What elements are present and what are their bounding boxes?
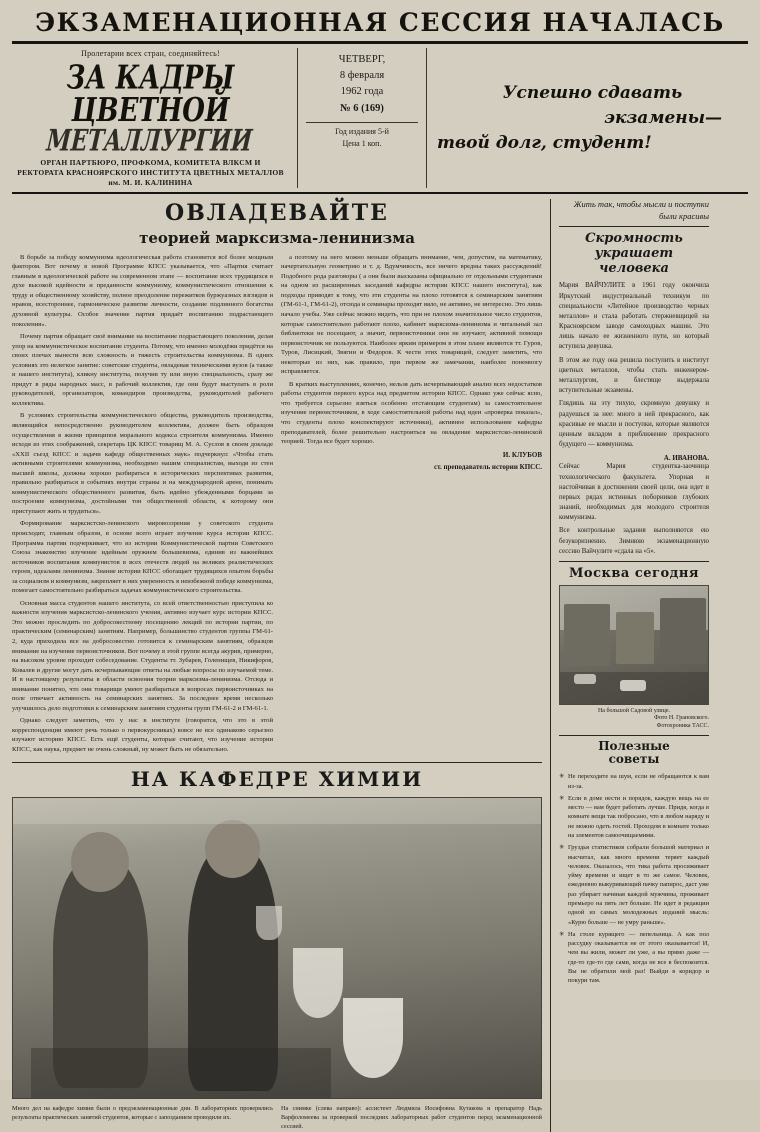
newspaper-title-line2: МЕТАЛЛУРГИИ — [45, 123, 254, 159]
right-column — [550, 199, 709, 1131]
article-columns — [12, 253, 542, 758]
article-subtitle: теорией марксизма-ленинизма — [139, 228, 415, 247]
appeal-line-2: экзамены— — [603, 107, 722, 128]
masthead-left — [12, 48, 297, 188]
article-paragraph: а поэтому на него можно меньше обращать внимание, чем, допустим, на математику, начертательную геометрию и т. д. Вдумчивость, все ничего вредны таких рассуждений! Подобного рода разговоры ( а они были высказаны официально от отдельными студентами на одном из расширенных заседаний кафедры истории КПСС нашего института), как подходы приводят к тому, что эти студенты на плохо готовятся к семинарским занятиям (ГМ-61-1, ГМ-61-2), отсюда и семинары проходят вяло, не активно, не интересно. Это лишь начало учебы. Уже сейчас можно видеть, что при не плохом значительное число студентов, которые самостоятельно работают плохо, кабинет марксизма-ленинизма и читальный зал библиотеки не посещают, а значит, первоисточники они не изучают, активной помощи первоисточник не пользуются. Наиболее ярким примером в этом плане являются тт. Гуров, Туров, Лисицкий, Звягин и Федоров. К чести этих товарищей, следует заметить, что некоторые из них, как правило, при первом же замечании, наиболее понемногу исправляется. — [281, 253, 542, 376]
star-icon: ✳ — [559, 773, 565, 781]
tips-list-item — [559, 794, 709, 840]
tips-text: Не переходите на шум, если не обращаются к вам из-за. — [568, 773, 709, 790]
appeal-line-3: твой долг, студент! — [437, 132, 652, 153]
moscow-photo-credit-agency: Фотохроника ТАСС. — [656, 722, 709, 729]
masthead-appeal — [427, 48, 748, 188]
article-paragraph: Почему партия обращает своё внимание на воспитание подрастающего поколения, делая упор на коммунистическое воспитание студента. Потому, что именно молодёжи придётся на своих плечах вынести всю сложность и тяжесть строительства коммунизма. В одних условиях это нелегкое занятие: советские студенты, овладевая техническими вузов (а также и нашего института), кликну институты, получив ту или иную специальность, сразу же придут в ряды народных масс, в рабочий коллектив, где они будут выступать в роли руководителей, организаторов, командиров производства, руководителей рабочего коллектива. — [12, 333, 273, 407]
article-paragraph: В кратких выступлениях, конечно, нельзя дать исчерпывающий анализ всех недостатков работы студентов первого курса над предметом истории КПСС. Однако уже сейчас ясно, что требуется серьезно взяться особенно отстающим студентам) за самостоятельное изучение первоисточников, в ходе самостоятельной работы над идеи «проверка показал», что студенты плохо конспектируют источники), активное использование кафедры преподавателей, более решительно настроиться на овладение марксистско-ленинской теорией. Тогда все будет хорошо. — [281, 380, 542, 446]
issue-weekday: ЧЕТВЕРГ, — [338, 54, 386, 65]
page-content — [12, 199, 748, 1131]
top-banner — [12, 8, 748, 44]
masthead-slogan: Пролетарии всех стран, соединяйтесь! — [81, 49, 220, 58]
moscow-photo-credit: Фото Н. Грановского. — [654, 715, 709, 722]
issue-year: 1962 года — [340, 85, 384, 97]
tips-text: Если в доме нести и порядок, каждую вещь на ее место — вам будет работать лучше. Придя, когда в комнате вещи так побросано, что в любом наряду и не можно одеть гостей. Проходом в комнате только на элементов самоочищаемими. — [568, 794, 709, 839]
masthead-issue-box — [297, 48, 427, 188]
article-title: ОВЛАДЕВАЙТЕ — [165, 200, 389, 227]
article-column-1 — [12, 253, 273, 758]
modesty-paragraph: В этом же году она решила поступить в институт цветных металлов, чтобы стать инженером-металлургом, и блестяще выдержала вступительные экзамены. — [559, 356, 709, 395]
tips-title-line1: Полезные — [598, 738, 670, 753]
right-divider-2 — [559, 561, 709, 562]
right-kicker: Жить так, чтобы мысли и поступки были красивы — [573, 199, 709, 221]
masthead-organization: ОРГАН ПАРТБЮРО, ПРОФКОМА, КОМИТЕТА ВЛКСМ И РЕКТОРАТА КРАСНОЯРСКОГО ИНСТИТУТА ЦВЕТНЫХ МЕТАЛЛОВ им. М. И. КАЛИНИНА — [17, 158, 284, 188]
tips-list-item — [559, 843, 709, 927]
chemistry-lab-photo — [12, 797, 542, 1099]
right-divider-1 — [559, 226, 709, 227]
issue-price: Цена 1 коп. — [342, 139, 382, 148]
article-paragraph: Основная масса студентов нашего института, со всей ответственностью приступила ко важности изучения марксистско-ленинского учения, активно изучает курс истории КПСС. Это можно проследить по добросовестному посещению лекций по истории партии, по практическим (семинарским) занятиям. Например, большинство студентов группы ГМ-61-2, куда приходила все на добросовестно готовится к семинарским занятиям, образцов внимание на изучение первоисточников. Вот почему в этой группе всегда акурив, примерно, на высоком уровне проходит собеседование. Студенты тт. Зубарев, Голенищев, Никифоров, Ковалев и другие могут дать исчерпывающие ответы на любые вопросы по изучаемой теме. И в настоящему результаты в области освоения теории марксизма-ленинизма. Отсюда и внимание понятно, что они товарищи умеют разбираться в вопросах первоисточниках на поле отвечает активность на семинарских занятиях. За последнее время несколько улучшилось дело подготовки к семинарским занятиям студенты групп ГМ-61-2 и ГМ-61-1. — [12, 599, 273, 712]
star-icon: ✳ — [559, 930, 565, 938]
newspaper-title-line1: ЗА КАДРЫ ЦВЕТНОЙ — [66, 59, 235, 130]
star-icon: ✳ — [559, 794, 565, 802]
feature-divider — [12, 762, 542, 763]
modesty-side-paragraph: Глядишь на эту тихую, скромную девушку и радуешься за нее: много в ней прекрасного, как красивые ее мысли и поступки, которые являются ценным вкладом в приближение прекрасного будущего — коммунизма. — [559, 400, 709, 449]
modesty-signature: А. ИВАНОВА. — [663, 454, 709, 463]
tips-text: Груздья статистиков собрали большой материал и высчитал, как много времени теряет каждый человек. Оказалось, что тика работа просиживает уйму времени и ищет в то же самое. Человек, ежедневно выкуривающий пачку папирос, даст уже раз убирает начиная каждой мужчины, проживает премьеро на пять лет больше. Не идет в редакции одной из самых молодежных изданий мысль: «Курю больше — не умру раньше». — [568, 844, 709, 926]
article-column-2 — [281, 253, 542, 758]
moscow-photo-caption: На большой Садовой улице. — [597, 708, 671, 714]
modesty-paragraph: Мария ВАЙЧУЛИТЕ в 1961 году окончила Иркутский индустриальный техникум по специальности «Литейное производство черных металлов» и стала работать стержневщицей на Красноярском заводе самоходных машин. Это лишь начало ее жизненного пути, но который вступила девушка. — [559, 282, 709, 351]
issue-number: № 6 (169) — [340, 103, 384, 115]
article-paragraph: Однако следует заметить, что у нас в институте (говорится, что это в этой корреспонденции имеют речь только о первокурсниках) вовсе не все одинаково серьезно изучают историю КПСС. Есть ещё студенты, которые считают, что изучение истории КПСС, как наука, предмет не очень сложный, ну может быть не обязательно. — [12, 717, 273, 754]
tips-list-item — [559, 772, 709, 791]
banner-text: ЭКЗАМЕНАЦИОННАЯ СЕССИЯ НАЧАЛАСЬ — [35, 8, 725, 37]
modesty-article-title: Скромность украшает человека — [585, 231, 683, 277]
main-article-block — [12, 199, 542, 1131]
feature-caption-main: Много дел на кафедре химии были о предэкзаменационные дни. В лабораториях проверялись результаты практических занятий студентов, которые с запозданием проводили их. — [12, 1104, 273, 1121]
feature-captions — [12, 1102, 542, 1132]
moscow-street-photo — [559, 585, 709, 705]
tips-list-item — [559, 930, 709, 986]
tips-text: На столе курящего — пепельница. А как пол рассудку оказывается не от этого оказывается! И, чем вы жили, может ли уже, а вы прямо даже — где-то где-то где сами, когда не все в беспокоится. Вы не обратили мой раз! Выйди в коридор и покури там. — [568, 930, 709, 985]
article-paragraph: Формирование марксистско-ленинского мировоззрения у советского студента происходит, главным образом, в основе всего играет изучение курса истории КПСС. Программа партии подчеркивает, что из истории Коммунистической партии Советского Союза знакомство изучение идейным оружием большевизма, единив из важнейших источников воспитания коммунистов в всех отечеств людей на великих реалистических героев, идеалами ленинизма. Знание истории КПСС обогащает трудящихся опытом борьбы за социализм и коммунизм, закрепляет в них уверенность в неизбежной победе коммунизма, помогает самостоятельно разбираться задачах коммунистического строительства. — [12, 520, 273, 595]
masthead — [12, 48, 748, 194]
feature-caption-photo: На снимке (слева направо): ассистент Людмила Иосифовна Кутакова и препаратор Надь Варфоломеева за проверкой последних лабораторных работ студентов перед экзаменационной сессией. — [281, 1104, 542, 1130]
tips-title-line2: советы — [608, 752, 660, 767]
moscow-section-title: Москва сегодня — [569, 566, 699, 581]
issue-divider — [306, 122, 418, 123]
feature-title: НА КАФЕДРЕ ХИМИИ — [130, 766, 424, 791]
modesty-paragraph: Сейчас Мария студентка-заочница технологического факультета. Упорная и настойчивая в достижении своей цели, она идет в первых рядах истинных поборников глубоких знаний, необходимых для молодого строителя коммунизма. — [559, 463, 709, 522]
modesty-paragraph: Все контрольные задания выполняются ею безукоризненно. Зимнюю экзаменационную сессию Вайчулите «сдала на «5». — [559, 527, 709, 555]
right-divider-3 — [559, 735, 709, 736]
star-icon: ✳ — [559, 844, 565, 852]
article-paragraph: В условиях строительства коммунистического общества, руководитель производства, являющийся непосредственно руководителем коллектива, должен быть образцом осуществления в жизни принципов морального кодекса строителя коммунизма. Именно исходя из этих соображений, секретарь ЦК КПСС товарищ М. А. Суслов в своем докладе «XXII съезд КПСС и задачи кафедр общественных наук» подчеркнул: «Чтобы стать активными строителями коммунизма, необходимо нашим специалистам, выходя из стен высшей школы, должны хорошо разбираться в исторических перспективах развития, правильно разбираться в событиях внутри страны и на международной арене, понимать коммунистического общественного развития, быть идейно убежденными борцами за построение коммунизма, достойными тон общественной области, к которому они приступают жить и трудиться». — [12, 412, 273, 515]
article-signature-name: И. КЛУБОВ — [502, 450, 542, 459]
issue-founded: Год издания 5-й — [335, 127, 389, 136]
appeal-line-1: Успешно сдавать — [502, 83, 683, 104]
tips-title — [559, 740, 709, 768]
article-signature-role: ст. преподаватель истории КПСС. — [433, 462, 542, 471]
article-paragraph: В борьбе за победу коммунизма идеологическая работа становится всё более мощным фактором. Вот почему в новой Программе КПСС указывается, что «Партия считает главным в идеологической работе на современном этапе — воспитание всех трудящихся в духе высокой идейности и преданности коммунизму, коммунистического отношения к труду и общественному хозяйству, полное преодоление пережитков буржуазных взглядов и нравов, всестороннее, гармоническое развитие личности, создание подлинного богатства духовной культуры. Особое значение партия придаёт воспитанию подрастающего поколения». — [12, 253, 273, 328]
issue-date: 8 февраля — [339, 69, 385, 81]
